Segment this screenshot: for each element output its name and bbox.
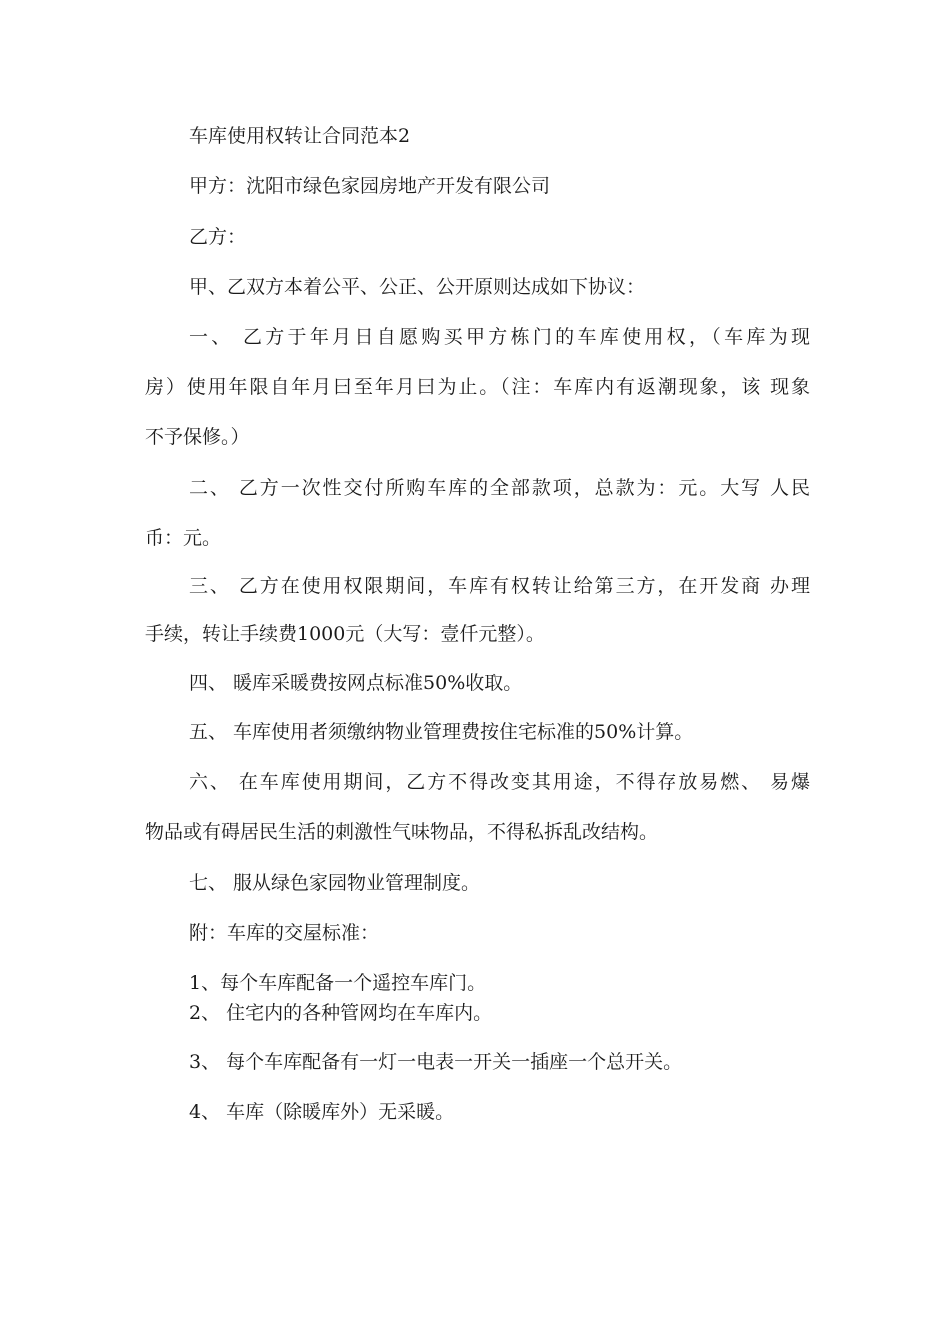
clause-2-line-1: 二、 乙方一次性交付所购车库的全部款项，总款为：元。大写 人民 xyxy=(189,477,810,499)
clause-1-line-1: 一、 乙方于年月日自愿购买甲方栋门的车库使用权，（车库为现 xyxy=(189,326,810,348)
clause-1-line-3: 不予保修。） xyxy=(145,426,250,448)
clause-7: 七、 服从绿色家园物业管理制度。 xyxy=(189,872,481,894)
appendix-item-1: 1、每个车库配备一个遥控车库门。 xyxy=(189,972,487,994)
clause-3-line-2: 手续，转让手续费1000元（大写：壹仟元整）。 xyxy=(145,623,545,645)
appendix-item-3: 3、 每个车库配备有一灯一电表一开关一插座一个总开关。 xyxy=(189,1051,683,1073)
clause-3-line-1: 三、 乙方在使用权限期间，车库有权转让给第三方，在开发商 办理 xyxy=(189,575,810,597)
appendix-item-2: 2、 住宅内的各种管网均在车库内。 xyxy=(189,1002,493,1024)
clause-2-line-2: 币：元。 xyxy=(145,527,222,549)
party-b: 乙方： xyxy=(189,226,247,248)
clause-6-line-1: 六、 在车库使用期间，乙方不得改变其用途，不得存放易燃、 易爆 xyxy=(189,771,810,793)
clause-5: 五、 车库使用者须缴纳物业管理费按住宅标准的50%计算。 xyxy=(189,721,694,743)
clause-1-line-2: 房）使用年限自年月曰至年月曰为止。（注：车库内有返潮现象，该 现象 xyxy=(145,376,810,398)
clause-4: 四、 暖库采暖费按网点标准50%收取。 xyxy=(189,672,523,694)
clause-6-line-2: 物品或有碍居民生活的刺激性气味物品，不得私拆乱改结构。 xyxy=(145,821,659,843)
appendix-heading: 附：车库的交屋标准： xyxy=(189,922,380,944)
party-a: 甲方：沈阳市绿色家园房地产开发有限公司 xyxy=(189,175,551,197)
document-title: 车库使用权转让合同范本2 xyxy=(189,125,411,147)
appendix-item-4: 4、 车库（除暖库外）无采暖。 xyxy=(189,1101,455,1123)
preamble: 甲、乙双方本着公平、公正、公开原则达成如下协议： xyxy=(189,276,646,298)
